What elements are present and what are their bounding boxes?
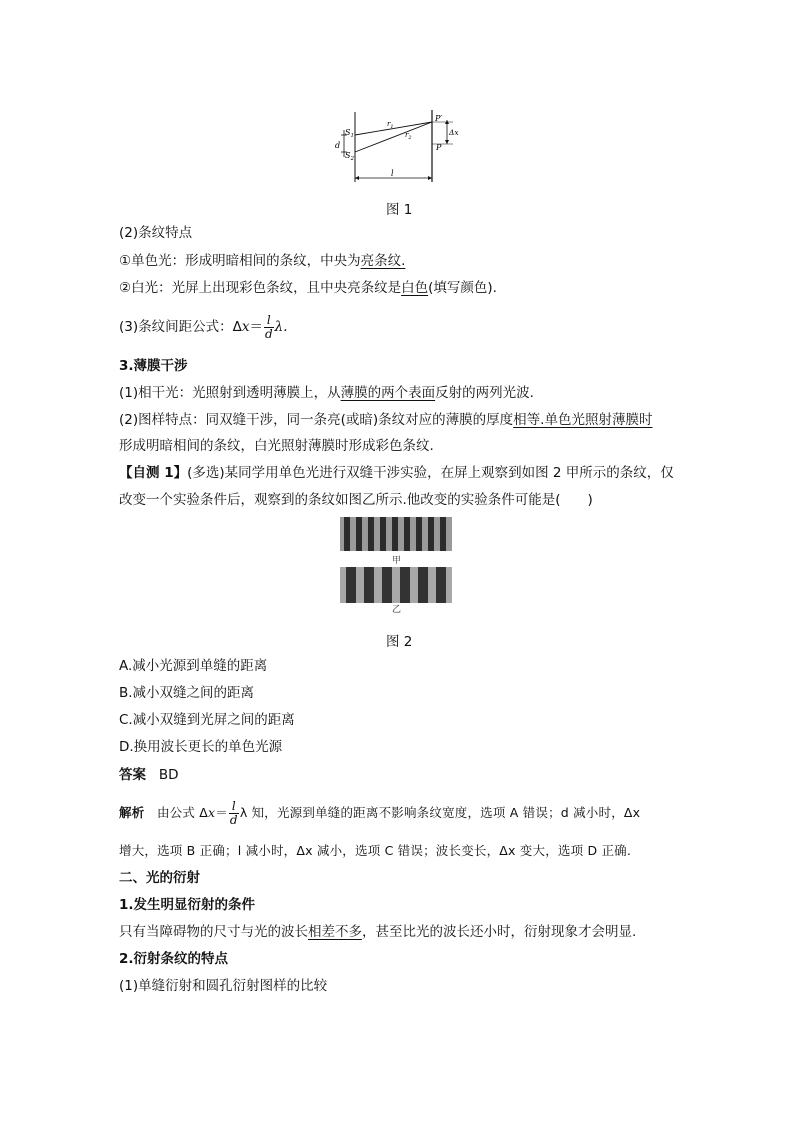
diffraction-sub-2: 2.衍射条纹的特点 — [119, 951, 229, 967]
option-c: C.减小双缝到光屏之间的距离 — [119, 712, 295, 728]
thin-film-line-3: 形成明暗相间的条纹，白光照射薄膜时形成彩色条纹. — [119, 438, 434, 454]
answer-value: BD — [158, 767, 179, 783]
diffraction-sub-3: (1)单缝衍射和圆孔衍射图样的比较 — [119, 978, 328, 994]
label-p-prime: P′ — [435, 114, 443, 123]
fringe-dark-b — [382, 567, 392, 603]
label-s1: $S_1$ — [345, 128, 354, 139]
diffraction-sub-1: 1.发生明显衍射的条件 — [119, 897, 256, 913]
analysis-line-2: 增大，选项 B 正确；l 减小时，Δx 减小，选项 C 错误；波长变长，Δx 变大，选项 D 正确. — [119, 843, 632, 858]
label-dx: Δx — [449, 128, 459, 137]
fringe-dark-b — [346, 567, 356, 603]
fringe-dark-b — [364, 567, 374, 603]
answer-label: 答案 — [119, 767, 146, 783]
fringe-dark-a — [392, 517, 398, 551]
section-2-item-2: ②白光：光屏上出现彩色条纹，且中央亮条纹是白色(填写颜色). — [119, 280, 497, 296]
analysis-line-1: 解析 由公式 Δx＝ $\frac{l}{d}$ λ 知，光源到单缝的距离不影响条纹宽度，选项 A 错误；d 减小时，Δx — [119, 799, 641, 827]
fringe-dark-a — [344, 517, 350, 551]
fringe-dark-a — [380, 517, 386, 551]
figure-1-diagram — [335, 110, 465, 190]
section-2-item-1: ①单色光：形成明暗相间的条纹，中央为亮条纹. — [119, 253, 406, 269]
option-b: B.减小双缝之间的距离 — [119, 685, 255, 701]
label-d: d — [335, 141, 341, 150]
analysis-label: 解析 — [119, 805, 145, 820]
fringe-dark-a — [416, 517, 422, 551]
fringe-dark-a — [440, 517, 446, 551]
section-3-formula: (3)条纹间距公式：Δx＝ $\frac{l}{d}$ λ. — [119, 312, 288, 341]
selftest-tag: 【自测 1】 — [119, 465, 188, 481]
section-2-heading: (2)条纹特点 — [119, 225, 193, 241]
answer-white: 白色 — [401, 280, 429, 296]
label-s2: $S_2$ — [345, 151, 354, 162]
selftest-question-line-1: 【自测 1】(多选)某同学用单色光进行双缝干涉实验，在屏上观察到如图 2 甲所示的条纹，仅 — [119, 465, 674, 481]
diffraction-heading: 二、光的衍射 — [119, 870, 200, 886]
answer-bright-fringe: 亮条纹 — [360, 253, 402, 269]
option-a: A.减小光源到单缝的距离 — [119, 658, 268, 674]
figure-1-caption: 图 1 — [386, 202, 413, 218]
answer-two-surfaces: 薄膜的两个表面 — [340, 385, 436, 401]
answer-line — [119, 765, 179, 785]
fringe-dark-a — [404, 517, 410, 551]
answer-equal: 相等 — [513, 412, 541, 428]
thin-film-line-1: (1)相干光：光照射到透明薄膜上，从薄膜的两个表面反射的两列光波. — [119, 385, 534, 401]
fringe-dark-b — [400, 567, 410, 603]
label-p: P — [436, 143, 442, 152]
fraction-l-over-d: $\frac{l}{d}$ — [264, 312, 273, 341]
figure-2-fringes — [340, 517, 452, 613]
label-r1: $r_1$ — [387, 120, 394, 130]
thin-film-heading: 3.薄膜干涉 — [119, 358, 188, 374]
label-l: l — [391, 169, 394, 178]
fringe-label-b: 乙 — [392, 605, 402, 613]
fringe-dark-a — [368, 517, 374, 551]
selftest-question-line-2: 改变一个实验条件后，观察到的条纹如图乙所示.他改变的实验条件可能是( ) — [119, 492, 593, 508]
diffraction-line-1: 只有当障碍物的尺寸与光的波长相差不多，甚至比光的波长还小时，衍射现象才会明显. — [119, 924, 637, 940]
option-d: D.换用波长更长的单色光源 — [119, 739, 283, 755]
figure-2-caption: 图 2 — [386, 634, 413, 650]
fringe-dark-b — [436, 567, 446, 603]
fringe-dark-b — [418, 567, 428, 603]
fringe-dark-a — [428, 517, 434, 551]
fraction-analysis: $\frac{l}{d}$ — [229, 799, 238, 827]
answer-similar: 相差不多 — [308, 924, 362, 940]
thin-film-line-2: (2)图样特点：同双缝干涉，同一条亮(或暗)条纹对应的薄膜的厚度相等.单色光照射薄膜时 — [119, 412, 653, 428]
label-r2: $r_2$ — [405, 131, 412, 141]
fringe-dark-a — [356, 517, 362, 551]
fringe-label-a: 甲 — [392, 556, 402, 566]
